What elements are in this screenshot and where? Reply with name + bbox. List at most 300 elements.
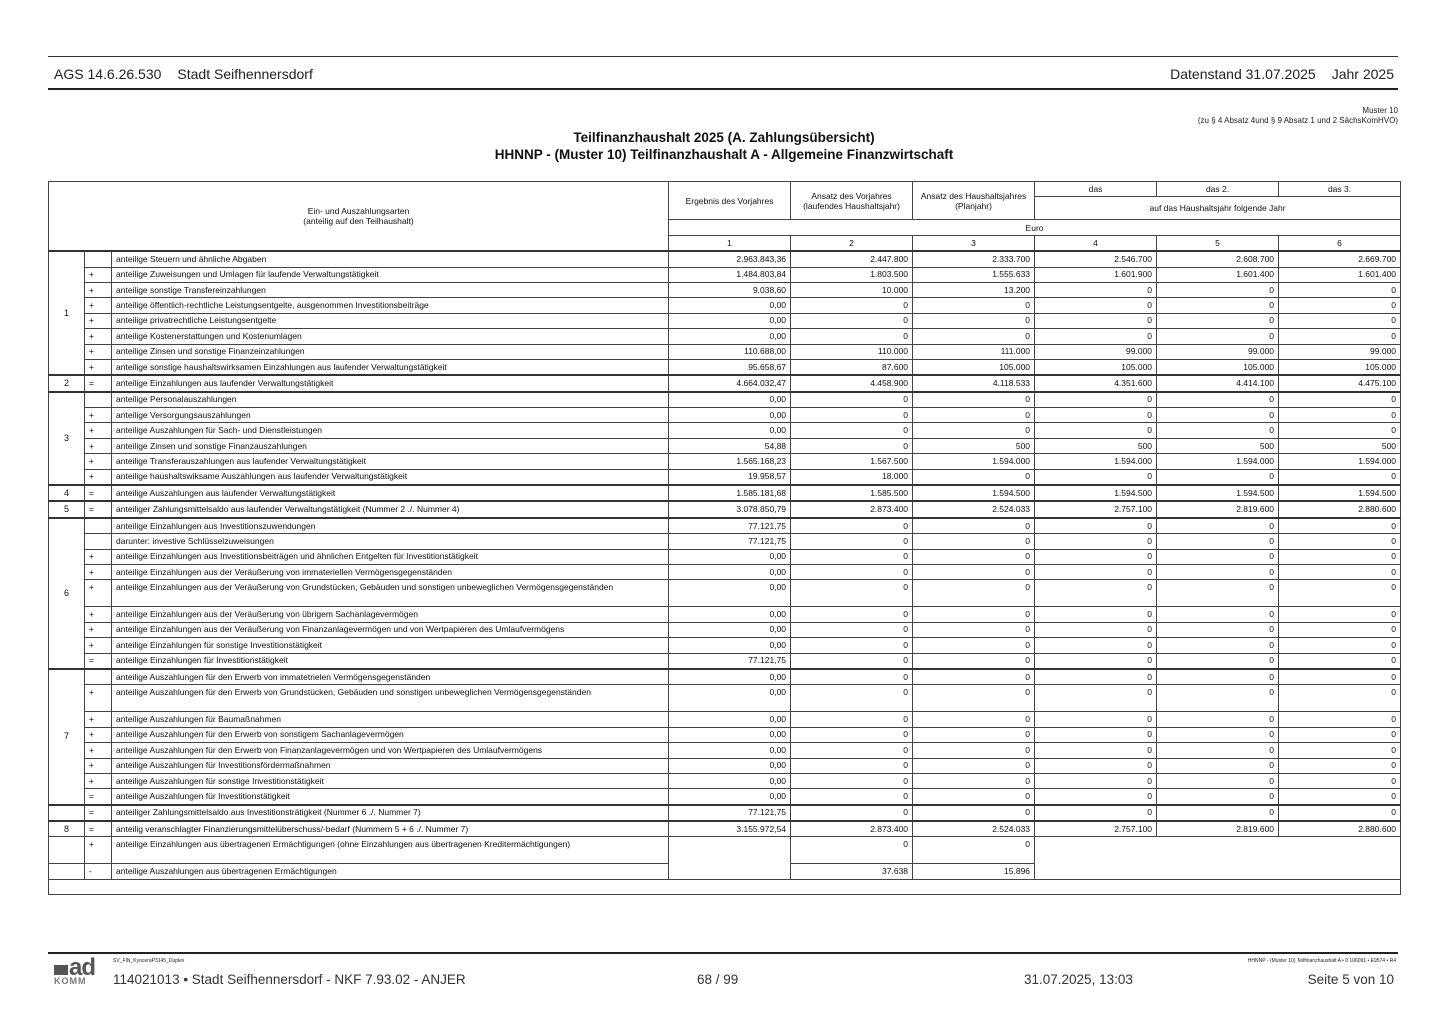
table-row [49,622,1401,637]
print-datetime: 31.07.2025, 13:03 [1024,972,1133,987]
value-col-3: 1.594.000 [913,454,1035,469]
table-row [49,267,1401,282]
operator: + [85,758,112,773]
value-col-4: 0 [1035,534,1157,549]
page-counter: 68 / 99 [697,972,739,987]
value-col-1: 4.664.032,47 [669,375,791,391]
value-col-3: 0 [913,685,1035,712]
value-col-2: 0 [791,685,913,712]
value-col-5: 0 [1157,282,1279,297]
table-row [49,685,1401,712]
value-col-5: 99.000 [1157,344,1279,359]
operator: + [85,743,112,758]
operator: + [85,773,112,788]
value-col-1: 0,00 [669,580,791,607]
row-label: anteilige Versorgungsauszahlungen [112,408,669,423]
value-col-2: 0 [791,622,913,637]
value-col-1: 0,00 [669,423,791,438]
value-col-5: 0 [1157,534,1279,549]
value-col-2: 110.000 [791,344,913,359]
value-col-2: 0 [791,329,913,344]
value-col-4: 0 [1035,743,1157,758]
value-col-2: 2.447.800 [791,251,913,267]
page-number: Seite 5 von 10 [1307,972,1394,987]
value-col-5: 0 [1157,423,1279,438]
value-col-6: 99.000 [1279,344,1401,359]
table-row [49,485,1401,501]
operator [85,518,112,534]
value-col-5: 0 [1157,653,1279,669]
value-col-1: 0,00 [669,329,791,344]
row-label: anteilige Einzahlungen für sonstige Investitionstätigkeit [112,638,669,653]
value-col-1: 0,00 [669,712,791,727]
row-label: anteilige privatrechtliche Leistungsentgelte [112,313,669,328]
legal-reference: (zu § 4 Absatz 4und § 9 Absatz 1 und 2 SächsKomHVO) [1197,116,1398,125]
value-col-6: 0 [1279,298,1401,313]
value-col-4: 0 [1035,549,1157,564]
value-col-1: 54,88 [669,438,791,453]
column-number: 3 [913,235,1035,251]
value-col-6: 0 [1279,423,1401,438]
column-number: 5 [1157,235,1279,251]
value-col-2: 0 [791,727,913,742]
table-row [49,469,1401,485]
group-number: 7 [49,669,85,805]
row-label: anteilige Einzahlungen aus Investitionsbeiträgen und ähnlichen Entgelten für Investitionstätigkeit [112,549,669,564]
adkomm-logo [54,954,104,986]
value-col-3: 4.118.533 [913,375,1035,391]
table-row [49,549,1401,564]
group-number [49,805,85,821]
value-col-4: 0 [1035,282,1157,297]
value-col-4: 0 [1035,789,1157,805]
value-col-6: 0 [1279,580,1401,607]
value-col-6: 0 [1279,805,1401,821]
table-row [49,534,1401,549]
operator: + [85,423,112,438]
value-col-2: 10.000 [791,282,913,297]
value-col-2: 0 [791,669,913,685]
value-col-5: 0 [1157,773,1279,788]
table-row [49,408,1401,423]
header-col-5: das 2. [1157,182,1279,197]
header-col-2: Ansatz des Vorjahres (laufendes Haushaltsjahr) [791,182,913,220]
year: Jahr 2025 [1331,66,1394,82]
value-col-6: 0 [1279,549,1401,564]
value-col-6: 0 [1279,727,1401,742]
value-col-6: 0 [1279,685,1401,712]
empty-footer-cell [49,879,1401,894]
row-label: anteilige Einzahlungen aus der Veräußerung von übrigem Sachanlagevermögen [112,607,669,622]
row-label: anteilige Auszahlungen für Investitionstätigkeit [112,789,669,805]
value-col-3: 0 [913,653,1035,669]
value-col-6: 0 [1279,607,1401,622]
header-following-years: auf das Haushaltsjahr folgende Jahr [1035,197,1401,220]
table-row [49,359,1401,375]
value-col-5: 2.608.700 [1157,251,1279,267]
value-col-1: 1.585.181,68 [669,485,791,501]
value-col-5: 0 [1157,549,1279,564]
footer-rule [48,952,1398,954]
value-col-4: 0 [1035,518,1157,534]
table-row [49,438,1401,453]
value-col-6: 4.475.100 [1279,375,1401,391]
value-col-2: 0 [791,773,913,788]
row-label: anteiliger Zahlungsmittelsaldo aus Investitionsträtigkeit (Nummer 6 ./. Nummer 7) [112,805,669,821]
value-col-2: 0 [791,712,913,727]
operator: + [85,727,112,742]
value-col-1-empty [669,837,791,879]
value-col-1: 77.121,75 [669,653,791,669]
value-col-5: 105.000 [1157,359,1279,375]
header-types-sublabel: (anteilig auf den Teilhaushalt) [303,216,414,227]
table-row [49,329,1401,344]
value-col-5: 0 [1157,712,1279,727]
value-col-6: 0 [1279,518,1401,534]
value-col-1: 9.038,60 [669,282,791,297]
row-label: anteilig veranschlagter Finanzierungsmittelüberschuss/-bedarf (Nummern 5 + 6 ./. Nummer 7) [112,821,669,837]
table-row [49,501,1401,517]
value-col-3: 0 [913,549,1035,564]
value-col-6: 1.601.400 [1279,267,1401,282]
value-col-3: 1.594.500 [913,485,1035,501]
group-number-empty [49,864,85,879]
table-row [49,454,1401,469]
value-col-1: 3.078.850,79 [669,501,791,517]
row-label: anteilige Einzahlungen aus übertragenen Ermächtigungen (ohne Einzahlungen aus übertragenen Kreditermächtigungen) [112,837,669,864]
value-col-4: 1.594.500 [1035,485,1157,501]
header-top-rule [48,56,1398,57]
group-number: 4 [49,485,85,501]
value-col-2: 87.600 [791,359,913,375]
value-col-2: 0 [791,534,913,549]
row-label: anteilige sonstige haushaltswirksamen Einzahlungen aus laufender Verwaltungstätigkeit [112,359,669,375]
value-col-2: 0 [791,743,913,758]
header-bottom-rule [48,88,1398,90]
value-col-5: 0 [1157,607,1279,622]
value-col-6: 105.000 [1279,359,1401,375]
page-header [54,66,1394,84]
value-col-2: 2.873.400 [791,821,913,837]
value-col-4: 0 [1035,669,1157,685]
table-row [49,712,1401,727]
value-col-6: 0 [1279,712,1401,727]
value-col-2: 1.803.500 [791,267,913,282]
group-number: 1 [49,251,85,375]
value-col-1: 0,00 [669,743,791,758]
form-number: Muster 10 [1362,106,1398,115]
value-col-4: 0 [1035,408,1157,423]
header-types-label: Ein- und Auszahlungsarten [307,206,410,217]
row-label: anteilige Auszahlungen für Investitionsfördermaßnahmen [112,758,669,773]
value-col-4: 0 [1035,653,1157,669]
value-col-2: 0 [791,423,913,438]
table-row [49,251,1401,267]
value-col-1: 0,00 [669,669,791,685]
value-col-2: 0 [791,298,913,313]
value-col-2: 0 [791,638,913,653]
logo-ad-text: ad [69,954,96,981]
operator: + [85,564,112,579]
value-col-3: 1.555.633 [913,267,1035,282]
table-row [49,313,1401,328]
logo-komm-text: KOMM [54,976,87,986]
row-label: anteilige Auszahlungen für Baumaßnahmen [112,712,669,727]
operator: + [85,622,112,637]
value-col-2: 0 [791,313,913,328]
table-row [49,773,1401,788]
value-col-1: 0,00 [669,789,791,805]
row-label: anteilige Auszahlungen für den Erwerb von Finanzanlagevermögen und von Wertpapieren des Umlaufvermögens [112,743,669,758]
value-col-1: 95.658,67 [669,359,791,375]
group-number: 2 [49,375,85,391]
table-row [49,580,1401,607]
row-label: anteilige Auszahlungen aus übertragenen Ermächtigungen [112,864,669,879]
operator [85,392,112,408]
value-col-3: 0 [913,789,1035,805]
value-col-1: 77.121,75 [669,534,791,549]
value-col-2: 0 [791,653,913,669]
header-cell-types [49,182,669,252]
value-col-3: 0 [913,727,1035,742]
value-col-6: 0 [1279,638,1401,653]
row-label: darunter: investive Schlüsselzuweisungen [112,534,669,549]
row-label: anteilige Einzahlungen aus laufender Verwaltungstätigkeit [112,375,669,391]
operator: + [85,438,112,453]
value-col-1: 0,00 [669,758,791,773]
value-col-1: 0,00 [669,607,791,622]
value-col-3: 0 [913,534,1035,549]
value-col-4: 2.546.700 [1035,251,1157,267]
value-col-2: 2.873.400 [791,501,913,517]
value-col-5: 0 [1157,685,1279,712]
table-row [49,789,1401,805]
value-col-2: 4.458.900 [791,375,913,391]
value-col-4: 1.594.000 [1035,454,1157,469]
table-row [49,638,1401,653]
value-col-5: 0 [1157,408,1279,423]
value-col-6: 0 [1279,469,1401,485]
row-label: anteilige Zinsen und sonstige Finanzauszahlungen [112,438,669,453]
value-col-4: 0 [1035,758,1157,773]
value-col-4: 0 [1035,392,1157,408]
value-col-3: 0 [913,313,1035,328]
row-label: anteilige Einzahlungen aus der Veräußerung von Finanzanlagevermögen und von Wertpapieren des Umlaufvermögens [112,622,669,637]
value-col-6: 2.669.700 [1279,251,1401,267]
value-col-4: 0 [1035,298,1157,313]
value-col-3: 111.000 [913,344,1035,359]
value-col-2: 0 [791,789,913,805]
value-col-5: 500 [1157,438,1279,453]
value-col-6: 0 [1279,773,1401,788]
value-col-4: 0 [1035,423,1157,438]
transfer-row [49,837,1401,864]
value-col-6: 0 [1279,392,1401,408]
city-name: Stadt Seifhennersdorf [177,66,313,82]
value-col-5: 0 [1157,669,1279,685]
header-col-3: Ansatz des Haushaltsjahres (Planjahr) [913,182,1035,220]
value-col-5: 1.594.000 [1157,454,1279,469]
value-col-5: 0 [1157,727,1279,742]
value-col-1: 0,00 [669,622,791,637]
value-col-6: 0 [1279,653,1401,669]
value-col-3: 0 [913,638,1035,653]
table-row [49,607,1401,622]
title-line-1: Teilfinanzhaushalt 2025 (A. Zahlungsübersicht) [573,130,875,145]
value-col-4: 0 [1035,773,1157,788]
data-date: Datenstand 31.07.2025 [1170,66,1316,82]
value-col-1: 0,00 [669,727,791,742]
title-line-2: HHNNP - (Muster 10) Teilfinanzhaushalt A - Allgemeine Finanzwirtschaft [494,147,954,162]
value-col-6: 0 [1279,408,1401,423]
value-col-6: 1.594.000 [1279,454,1401,469]
report-code: HHNNP - (Muster 10) Teilfinanzhaushalt A • 0 106091 • E9574 • R4 [1247,958,1396,964]
value-col-3: 105.000 [913,359,1035,375]
row-label: anteiliger Zahlungsmittelsaldo aus laufender Verwaltungstätigkeit (Nummer 2 ./. Nummer 4) [112,501,669,517]
header-col-1: Ergebnis des Vorjahres [669,182,791,220]
value-col-3: 0 [913,743,1035,758]
value-col-5: 2.819.600 [1157,821,1279,837]
value-col-3: 0 [913,518,1035,534]
value-col-5: 0 [1157,313,1279,328]
group-number-empty [49,837,85,864]
operator: + [85,359,112,375]
value-col-5: 0 [1157,638,1279,653]
table-row [49,669,1401,685]
value-col-3: 0 [913,712,1035,727]
value-col-6: 0 [1279,534,1401,549]
operator: = [85,653,112,669]
table-row [49,298,1401,313]
header-col-6: das 3. [1279,182,1401,197]
value-col-1: 0,00 [669,564,791,579]
footer-left: 114021013 • Stadt Seifhennersdorf - NKF 7.93.02 - ANJER [113,972,466,987]
row-label: anteilige Einzahlungen für Investitionstätigkeit [112,653,669,669]
value-col-6: 0 [1279,758,1401,773]
value-col-2: 0 [791,438,913,453]
value-col-2: 0 [791,758,913,773]
header-unit: Euro [669,220,1401,235]
value-col-4: 105.000 [1035,359,1157,375]
value-col-1: 1.484.803,84 [669,267,791,282]
value-v2: 0 [791,837,913,864]
value-col-4: 0 [1035,329,1157,344]
value-col-1: 2.963.843,36 [669,251,791,267]
value-col-6: 0 [1279,669,1401,685]
operator: = [85,485,112,501]
value-col-2: 0 [791,549,913,564]
value-col-3: 0 [913,392,1035,408]
row-label: anteilige Einzahlungen aus der Veräußerung von Grundstücken, Gebäuden und sonstigen unbeweglichen Vermögensgegenständen [112,580,669,607]
value-col-6: 1.594.500 [1279,485,1401,501]
value-col-5: 0 [1157,329,1279,344]
value-col-1: 77.121,75 [669,805,791,821]
operator: + [85,469,112,485]
operator: - [85,864,112,879]
value-col-4: 0 [1035,564,1157,579]
value-col-2: 0 [791,564,913,579]
table-row [49,805,1401,821]
value-col-3: 0 [913,329,1035,344]
value-col-5: 0 [1157,469,1279,485]
operator: = [85,789,112,805]
value-col-6: 0 [1279,743,1401,758]
printer-name: SV_FIN_KyoceraP3145_Duplex [113,958,185,964]
table-row [49,758,1401,773]
value-col-4: 0 [1035,638,1157,653]
value-col-1: 0,00 [669,313,791,328]
value-col-4: 1.601.900 [1035,267,1157,282]
value-col-1: 1.565.168,23 [669,454,791,469]
value-col-6: 0 [1279,282,1401,297]
value-col-3: 0 [913,669,1035,685]
value-col-5: 0 [1157,580,1279,607]
value-col-3: 0 [913,805,1035,821]
value-col-6: 2.880.600 [1279,821,1401,837]
operator: = [85,501,112,517]
value-col-1: 0,00 [669,392,791,408]
table-row [49,282,1401,297]
group-number: 8 [49,821,85,837]
value-col-4: 2.757.100 [1035,501,1157,517]
operator: + [85,712,112,727]
value-col-5: 1.594.500 [1157,485,1279,501]
value-v3: 15.896 [913,864,1035,879]
row-label: anteilige Auszahlungen für den Erwerb von sonstigem Sachanlagevermögen [112,727,669,742]
row-label: anteilige Steuern und ähnliche Abgaben [112,251,669,267]
value-col-3: 0 [913,408,1035,423]
row-label: anteilige sonstige Transfereinzahlungen [112,282,669,297]
value-col-5: 0 [1157,805,1279,821]
value-col-1: 0,00 [669,773,791,788]
row-label: anteilige Personalauszahlungen [112,392,669,408]
value-col-1: 0,00 [669,685,791,712]
operator: + [85,580,112,607]
operator [85,669,112,685]
column-number: 1 [669,235,791,251]
value-col-1: 110.688,00 [669,344,791,359]
value-col-4: 0 [1035,313,1157,328]
value-col-2: 0 [791,392,913,408]
form-reference [1198,106,1398,126]
value-col-5: 2.819.600 [1157,501,1279,517]
value-col-4: 99.000 [1035,344,1157,359]
row-label: anteilige Zinsen und sonstige Finanzeinzahlungen [112,344,669,359]
value-col-3: 0 [913,622,1035,637]
value-col-3: 0 [913,423,1035,438]
value-col-2: 1.567.500 [791,454,913,469]
value-col-1: 0,00 [669,298,791,313]
row-label: anteilige Zuweisungen und Umlagen für laufende Verwaltungstätigkeit [112,267,669,282]
value-col-2: 0 [791,580,913,607]
value-col-4: 4.351.600 [1035,375,1157,391]
operator: = [85,375,112,391]
value-col-1: 77.121,75 [669,518,791,534]
table-row [49,564,1401,579]
value-col-6: 0 [1279,564,1401,579]
value-col-6: 0 [1279,622,1401,637]
value-col-5: 0 [1157,758,1279,773]
value-col-4: 0 [1035,712,1157,727]
value-col-4: 2.757.100 [1035,821,1157,837]
operator: + [85,685,112,712]
value-v3: 0 [913,837,1035,864]
column-number: 2 [791,235,913,251]
column-number: 6 [1279,235,1401,251]
value-cols-4-6-empty [1035,837,1401,879]
operator: + [85,408,112,423]
table-row [49,821,1401,837]
